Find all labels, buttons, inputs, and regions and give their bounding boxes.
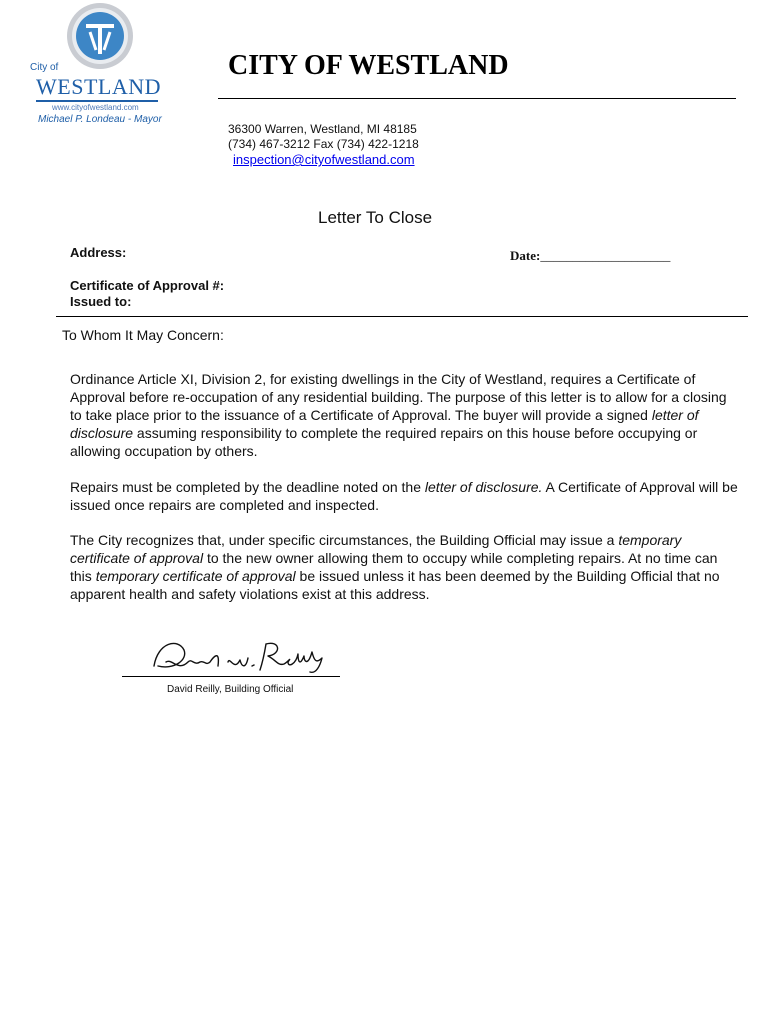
header-divider xyxy=(218,98,736,99)
logo-city-name: WESTLAND xyxy=(36,74,161,99)
salutation: To Whom It May Concern: xyxy=(62,327,224,343)
emphasis-text: temporary certificate of approval xyxy=(70,532,682,566)
date-field xyxy=(510,248,670,264)
logo-divider xyxy=(36,100,158,102)
body-paragraph xyxy=(70,370,742,460)
signatory-name: David Reilly, Building Official xyxy=(167,684,294,695)
logo-city-of: City of xyxy=(30,62,59,73)
city-seal-icon xyxy=(66,2,134,70)
paragraph-text: be issued unless it has been deemed by the Building Official that no apparent health and safety violations exist at this address. xyxy=(70,568,720,602)
paragraph-text: assuming responsibility to complete the required repairs on this house before occupying or allowing occupation by others. xyxy=(70,425,698,459)
paragraph-text: The City recognizes that, under specific circumstances, the Building Official may issue a xyxy=(70,532,619,548)
letter-title: Letter To Close xyxy=(318,208,433,227)
signature-line xyxy=(122,676,340,677)
certificate-number-label: Certificate of Approval #: xyxy=(70,278,225,293)
emphasis-text: letter of disclosure. xyxy=(424,479,543,495)
handwritten-signature xyxy=(148,632,328,676)
logo-mayor: Michael P. Londeau - Mayor xyxy=(38,114,162,125)
paragraph-text: Ordinance Article XI, Division 2, for existing dwellings in the City of Westland, requires a Certificate of Approval before re-occupation of any residential building. The purpose of this letter is to allow for a closing to take place prior to the issuance of a Certificate of Approval. The buyer will provide a signed xyxy=(70,371,727,423)
page-title: CITY OF WESTLAND xyxy=(228,50,509,81)
date-blank-line: ____________________ xyxy=(540,248,671,263)
paragraph-text: Repairs must be completed by the deadline noted on the xyxy=(70,479,425,495)
email-link[interactable]: inspection@cityofwestland.com xyxy=(233,152,415,167)
street-address: 36300 Warren, Westland, MI 48185 xyxy=(228,122,417,136)
body-paragraph xyxy=(70,478,742,514)
logo-url: www.cityofwestland.com xyxy=(52,103,139,112)
issued-to-label: Issued to: xyxy=(70,294,132,309)
paragraph-text: to the new owner allowing them to occupy while completing repairs. At no time can this xyxy=(70,550,718,584)
emphasis-text: temporary certificate of approval xyxy=(95,568,296,584)
city-logo xyxy=(30,2,170,128)
paragraph-text: A Certificate of Approval will be issued once repairs are completed and inspected. xyxy=(70,479,738,513)
address-label: Address: xyxy=(70,245,127,260)
body-divider xyxy=(56,316,748,317)
date-label: Date: xyxy=(510,248,541,263)
phone-fax: (734) 467-3212 Fax (734) 422-1218 xyxy=(228,137,419,151)
body-paragraph xyxy=(70,531,742,603)
emphasis-text: letter of disclosure xyxy=(70,407,699,441)
